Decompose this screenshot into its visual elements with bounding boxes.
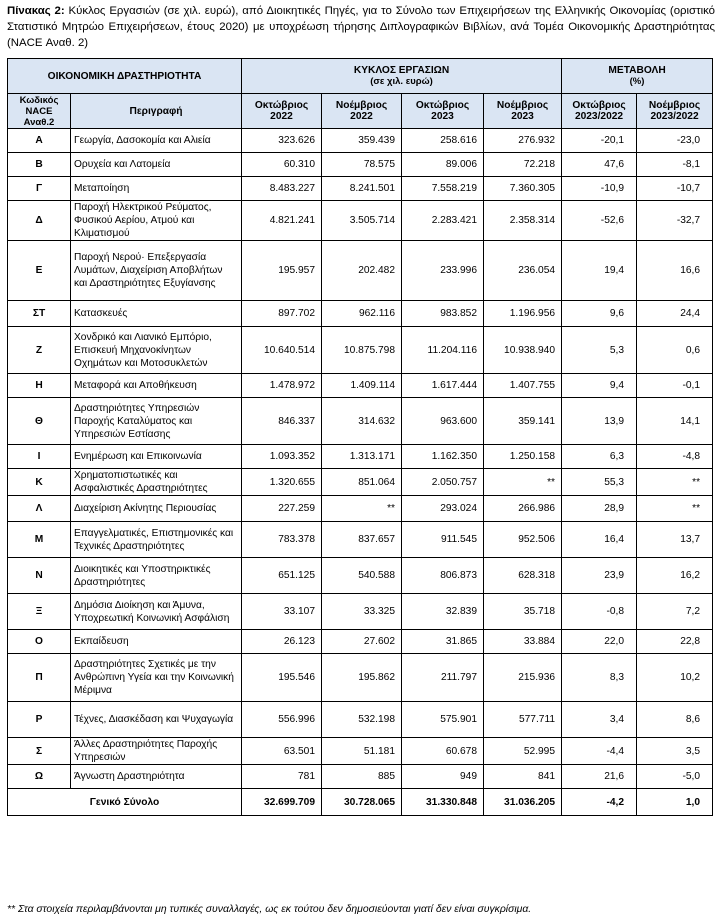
table-row xyxy=(8,702,713,738)
table-row xyxy=(8,327,713,374)
row-nov2023: 1.407.755 xyxy=(484,374,562,398)
row-change-oct: 22,0 xyxy=(562,630,637,654)
row-oct2023: 1.617.444 xyxy=(402,374,484,398)
row-change-oct: 23,9 xyxy=(562,558,637,594)
row-oct2023: 211.797 xyxy=(402,654,484,702)
table-row xyxy=(8,398,713,445)
row-oct2022: 556.996 xyxy=(242,702,322,738)
row-description: Χονδρικό και Λιανικό Εμπόριο, Επισκευή Μηχανοκίνητων Οχημάτων και Μοτοσυκλετών xyxy=(71,327,242,374)
row-oct2022: 195.546 xyxy=(242,654,322,702)
row-oct2022: 4.821.241 xyxy=(242,201,322,241)
header-change-unit: (%) xyxy=(629,76,645,87)
row-nov2022: 532.198 xyxy=(322,702,402,738)
row-nov2023: 628.318 xyxy=(484,558,562,594)
header-oct2023: Οκτώβριος 2023 xyxy=(402,94,484,129)
row-description: Ορυχεία και Λατομεία xyxy=(71,153,242,177)
row-oct2022: 1.478.972 xyxy=(242,374,322,398)
row-change-oct: 55,3 xyxy=(562,469,637,496)
row-change-oct: 47,6 xyxy=(562,153,637,177)
row-nov2022: 851.064 xyxy=(322,469,402,496)
row-nov2023: 1.250.158 xyxy=(484,445,562,469)
row-description: Τέχνες, Διασκέδαση και Ψυχαγωγία xyxy=(71,702,242,738)
row-code: Ι xyxy=(8,445,71,469)
table-row xyxy=(8,630,713,654)
row-description: Κατασκευές xyxy=(71,301,242,327)
row-code: Δ xyxy=(8,201,71,241)
row-oct2022: 10.640.514 xyxy=(242,327,322,374)
row-nov2022: 837.657 xyxy=(322,522,402,558)
row-change-oct: 5,3 xyxy=(562,327,637,374)
row-change-oct: 28,9 xyxy=(562,496,637,522)
row-nov2023: 841 xyxy=(484,765,562,789)
row-nov2023: 359.141 xyxy=(484,398,562,445)
row-code: Ο xyxy=(8,630,71,654)
row-change-oct: -20,1 xyxy=(562,129,637,153)
total-label: Γενικό Σύνολο xyxy=(8,789,242,816)
row-code: Ζ xyxy=(8,327,71,374)
table-row xyxy=(8,558,713,594)
row-nov2022: 962.116 xyxy=(322,301,402,327)
total-oct2022: 32.699.709 xyxy=(242,789,322,816)
table-row xyxy=(8,241,713,301)
row-change-oct: 21,6 xyxy=(562,765,637,789)
table-body xyxy=(8,129,713,816)
row-nov2022: 1.313.171 xyxy=(322,445,402,469)
row-nov2023: 215.936 xyxy=(484,654,562,702)
row-change-nov: 13,7 xyxy=(637,522,713,558)
row-change-oct: -0,8 xyxy=(562,594,637,630)
row-change-nov: -5,0 xyxy=(637,765,713,789)
row-code: Α xyxy=(8,129,71,153)
row-code: Η xyxy=(8,374,71,398)
row-oct2023: 1.162.350 xyxy=(402,445,484,469)
row-nov2022: 3.505.714 xyxy=(322,201,402,241)
row-change-nov: 22,8 xyxy=(637,630,713,654)
row-oct2022: 651.125 xyxy=(242,558,322,594)
row-oct2022: 63.501 xyxy=(242,738,322,765)
row-oct2023: 60.678 xyxy=(402,738,484,765)
table-row xyxy=(8,374,713,398)
row-oct2023: 963.600 xyxy=(402,398,484,445)
row-code: Σ xyxy=(8,738,71,765)
row-oct2022: 195.957 xyxy=(242,241,322,301)
row-change-nov: 16,2 xyxy=(637,558,713,594)
row-change-nov: -32,7 xyxy=(637,201,713,241)
row-description: Άλλες Δραστηριότητες Παροχής Υπηρεσιών xyxy=(71,738,242,765)
row-nov2023: 952.506 xyxy=(484,522,562,558)
row-oct2023: 32.839 xyxy=(402,594,484,630)
row-change-nov: 14,1 xyxy=(637,398,713,445)
row-oct2022: 781 xyxy=(242,765,322,789)
row-code: Π xyxy=(8,654,71,702)
row-nov2022: 195.862 xyxy=(322,654,402,702)
row-description: Χρηματοπιστωτικές και Ασφαλιστικές Δραστηριότητες xyxy=(71,469,242,496)
row-oct2023: 911.545 xyxy=(402,522,484,558)
row-change-nov: 16,6 xyxy=(637,241,713,301)
row-nov2023: 72.218 xyxy=(484,153,562,177)
row-description: Άγνωστη Δραστηριότητα xyxy=(71,765,242,789)
row-change-nov: -4,8 xyxy=(637,445,713,469)
row-change-nov: 3,5 xyxy=(637,738,713,765)
row-nov2023: 236.054 xyxy=(484,241,562,301)
row-description: Μεταποίηση xyxy=(71,177,242,201)
table-row xyxy=(8,522,713,558)
header-turnover-unit: (σε χιλ. ευρώ) xyxy=(370,76,433,87)
row-oct2022: 897.702 xyxy=(242,301,322,327)
total-nov2022: 30.728.065 xyxy=(322,789,402,816)
row-nov2022: 8.241.501 xyxy=(322,177,402,201)
row-change-nov: -8,1 xyxy=(637,153,713,177)
row-oct2023: 258.616 xyxy=(402,129,484,153)
row-oct2023: 233.996 xyxy=(402,241,484,301)
row-code: Ε xyxy=(8,241,71,301)
table-row xyxy=(8,654,713,702)
row-description: Μεταφορά και Αποθήκευση xyxy=(71,374,242,398)
row-description: Δραστηριότητες Υπηρεσιών Παροχής Καταλύματος και Υπηρεσιών Εστίασης xyxy=(71,398,242,445)
row-code: Λ xyxy=(8,496,71,522)
row-code: Κ xyxy=(8,469,71,496)
turnover-table xyxy=(7,58,713,816)
header-change-title: ΜΕΤΑΒΟΛΗ xyxy=(608,65,666,76)
row-description: Επαγγελματικές, Επιστημονικές και Τεχνικές Δραστηριότητες xyxy=(71,522,242,558)
row-change-oct: -4,4 xyxy=(562,738,637,765)
row-nov2023: 2.358.314 xyxy=(484,201,562,241)
total-change-oct: -4,2 xyxy=(562,789,637,816)
table-row xyxy=(8,765,713,789)
row-description: Δραστηριότητες Σχετικές με την Ανθρώπινη Υγεία και την Κοινωνική Μέριμνα xyxy=(71,654,242,702)
row-nov2023: 33.884 xyxy=(484,630,562,654)
table-row xyxy=(8,177,713,201)
row-change-oct: 8,3 xyxy=(562,654,637,702)
row-oct2022: 1.093.352 xyxy=(242,445,322,469)
row-oct2022: 227.259 xyxy=(242,496,322,522)
row-change-oct: 9,4 xyxy=(562,374,637,398)
header-turnover xyxy=(242,59,562,94)
total-nov2023: 31.036.205 xyxy=(484,789,562,816)
row-oct2022: 846.337 xyxy=(242,398,322,445)
row-code: Β xyxy=(8,153,71,177)
row-change-oct: 6,3 xyxy=(562,445,637,469)
row-change-nov: 0,6 xyxy=(637,327,713,374)
row-change-oct: -10,9 xyxy=(562,177,637,201)
row-change-nov: 8,6 xyxy=(637,702,713,738)
caption-label: Πίνακας 2: xyxy=(7,5,65,17)
row-oct2022: 323.626 xyxy=(242,129,322,153)
row-description: Διοικητικές και Υποστηρικτικές Δραστηριότητες xyxy=(71,558,242,594)
row-nov2022: 1.409.114 xyxy=(322,374,402,398)
header-oct2022: Οκτώβριος 2022 xyxy=(242,94,322,129)
row-oct2022: 33.107 xyxy=(242,594,322,630)
row-nov2022: 540.588 xyxy=(322,558,402,594)
row-nov2023: 276.932 xyxy=(484,129,562,153)
row-oct2023: 2.283.421 xyxy=(402,201,484,241)
row-change-oct: 13,9 xyxy=(562,398,637,445)
row-change-nov: 7,2 xyxy=(637,594,713,630)
row-nov2022: ** xyxy=(322,496,402,522)
row-change-nov: 10,2 xyxy=(637,654,713,702)
row-code: Γ xyxy=(8,177,71,201)
row-oct2023: 2.050.757 xyxy=(402,469,484,496)
row-change-nov: -0,1 xyxy=(637,374,713,398)
header-change-oct: Οκτώβριος 2023/2022 xyxy=(562,94,637,129)
row-code: Μ xyxy=(8,522,71,558)
row-description: Παροχή Ηλεκτρικού Ρεύματος, Φυσικού Αερίου, Ατμού και Κλιματισμού xyxy=(71,201,242,241)
row-change-oct: 9,6 xyxy=(562,301,637,327)
row-oct2022: 783.378 xyxy=(242,522,322,558)
row-change-oct: 3,4 xyxy=(562,702,637,738)
row-oct2022: 60.310 xyxy=(242,153,322,177)
table-row xyxy=(8,469,713,496)
row-nov2023: 577.711 xyxy=(484,702,562,738)
row-oct2023: 7.558.219 xyxy=(402,177,484,201)
row-description: Παροχή Νερού· Επεξεργασία Λυμάτων, Διαχείριση Αποβλήτων και Δραστηριότητες Εξυγίανσης xyxy=(71,241,242,301)
row-oct2023: 293.024 xyxy=(402,496,484,522)
row-description: Εκπαίδευση xyxy=(71,630,242,654)
header-nov2022: Νοέμβριος 2022 xyxy=(322,94,402,129)
row-description: Ενημέρωση και Επικοινωνία xyxy=(71,445,242,469)
table-row xyxy=(8,738,713,765)
table-row xyxy=(8,153,713,177)
row-nov2022: 51.181 xyxy=(322,738,402,765)
row-oct2022: 8.483.227 xyxy=(242,177,322,201)
header-activity: ΟΙΚΟΝΟΜΙΚΗ ΔΡΑΣΤΗΡΙΟΤΗΤΑ xyxy=(8,59,242,94)
row-change-nov: ** xyxy=(637,496,713,522)
header-turnover-title: ΚΥΚΛΟΣ ΕΡΓΑΣΙΩΝ xyxy=(353,65,450,76)
row-change-oct: -52,6 xyxy=(562,201,637,241)
row-change-nov: 24,4 xyxy=(637,301,713,327)
header-code: Κωδικός NACE Αναθ.2 xyxy=(8,94,71,129)
table-caption xyxy=(7,3,715,51)
row-code: ΣΤ xyxy=(8,301,71,327)
row-code: Ν xyxy=(8,558,71,594)
table-row xyxy=(8,129,713,153)
row-nov2023: 1.196.956 xyxy=(484,301,562,327)
row-nov2023: 52.995 xyxy=(484,738,562,765)
row-oct2023: 806.873 xyxy=(402,558,484,594)
row-oct2023: 31.865 xyxy=(402,630,484,654)
row-nov2022: 885 xyxy=(322,765,402,789)
row-change-oct: 19,4 xyxy=(562,241,637,301)
table-row xyxy=(8,201,713,241)
row-change-nov: ** xyxy=(637,469,713,496)
row-nov2023: 7.360.305 xyxy=(484,177,562,201)
row-code: Ω xyxy=(8,765,71,789)
row-nov2022: 27.602 xyxy=(322,630,402,654)
row-oct2023: 575.901 xyxy=(402,702,484,738)
table-row xyxy=(8,594,713,630)
row-oct2023: 949 xyxy=(402,765,484,789)
row-nov2023: 35.718 xyxy=(484,594,562,630)
header-change xyxy=(562,59,713,94)
row-oct2022: 26.123 xyxy=(242,630,322,654)
row-oct2023: 89.006 xyxy=(402,153,484,177)
row-nov2022: 78.575 xyxy=(322,153,402,177)
row-change-nov: -10,7 xyxy=(637,177,713,201)
row-change-nov: -23,0 xyxy=(637,129,713,153)
row-description: Δημόσια Διοίκηση και Άμυνα, Υποχρεωτική Κοινωνική Ασφάλιση xyxy=(71,594,242,630)
total-oct2023: 31.330.848 xyxy=(402,789,484,816)
row-nov2022: 314.632 xyxy=(322,398,402,445)
row-oct2023: 11.204.116 xyxy=(402,327,484,374)
row-oct2022: 1.320.655 xyxy=(242,469,322,496)
row-nov2023: 10.938.940 xyxy=(484,327,562,374)
row-nov2023: ** xyxy=(484,469,562,496)
footnote: ** Στα στοιχεία περιλαμβάνονται μη τυπικές συναλλαγές, ως εκ τούτου δεν δημοσιεύονται γιατί δεν είναι συγκρίσιμα. xyxy=(7,904,532,915)
row-change-oct: 16,4 xyxy=(562,522,637,558)
row-description: Γεωργία, Δασοκομία και Αλιεία xyxy=(71,129,242,153)
table-row xyxy=(8,445,713,469)
caption-text: Κύκλος Εργασιών (σε χιλ. ευρώ), από Διοικητικές Πηγές, για το Σύνολο των Επιχειρήσεων της Ελληνικής Οικονομίας (οριστικό Στατιστικό Μητρώο Επιχειρήσεων, έτους 2020) με υποχρέωση τήρησης Διπλογραφικών Βιβλίων, ανά Τομέα Οικονομικής Δραστηριότητας (NACE Αναθ. 2) xyxy=(7,5,716,49)
table-row xyxy=(8,301,713,327)
row-nov2022: 33.325 xyxy=(322,594,402,630)
row-nov2022: 202.482 xyxy=(322,241,402,301)
row-code: Ξ xyxy=(8,594,71,630)
total-row xyxy=(8,789,713,816)
row-description: Διαχείριση Ακίνητης Περιουσίας xyxy=(71,496,242,522)
header-description: Περιγραφή xyxy=(71,94,242,129)
row-nov2022: 10.875.798 xyxy=(322,327,402,374)
table-row xyxy=(8,496,713,522)
header-nov2023: Νοέμβριος 2023 xyxy=(484,94,562,129)
row-nov2022: 359.439 xyxy=(322,129,402,153)
row-code: Θ xyxy=(8,398,71,445)
header-change-nov: Νοέμβριος 2023/2022 xyxy=(637,94,713,129)
total-change-nov: 1,0 xyxy=(637,789,713,816)
row-code: Ρ xyxy=(8,702,71,738)
row-oct2023: 983.852 xyxy=(402,301,484,327)
row-nov2023: 266.986 xyxy=(484,496,562,522)
